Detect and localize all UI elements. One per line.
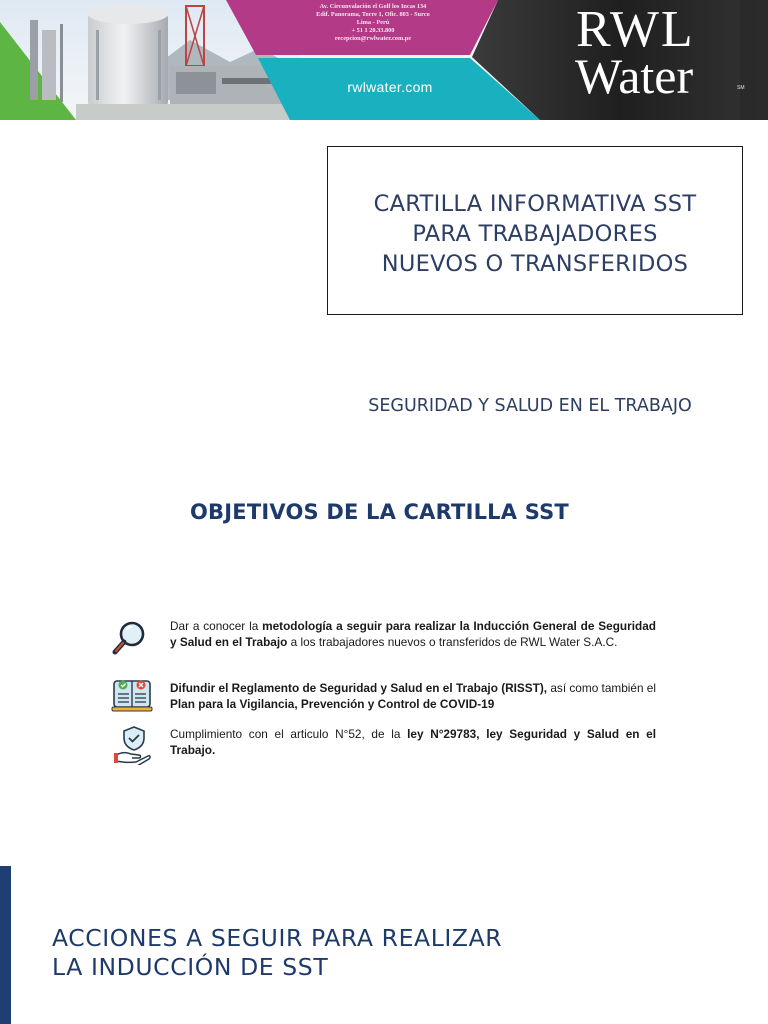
section-accent-bar [0, 866, 11, 1024]
objective-item [108, 681, 658, 717]
objective-text-part: a los trabajadores nuevos o transferidos de RWL Water S.A.C. [287, 634, 618, 649]
objective-text [170, 681, 656, 712]
logo-service-mark: SM [737, 85, 745, 91]
document-subtitle: SEGURIDAD Y SALUD EN EL TRABAJO [368, 396, 692, 416]
logo-text-rwl: RWL [576, 1, 695, 58]
actions-heading-line: ACCIONES A SEGUIR PARA REALIZAR [52, 924, 503, 952]
checklist-book-icon [110, 675, 154, 715]
objective-item [108, 727, 658, 763]
actions-heading [52, 924, 502, 982]
hand-shield-icon [114, 725, 158, 765]
contact-line: Edif. Panorama, Torre 1, Ofic. 803 - Surco [316, 11, 430, 18]
document-title-box [327, 146, 743, 315]
contact-line: + 51 1 20.33.800 [351, 27, 395, 34]
objective-text-part: así como también el [547, 681, 656, 695]
contact-line: Lima - Perú [356, 19, 390, 26]
objective-text-bold: ley N°29783, ley Seguridad y Salud en el Trabajo. [170, 727, 657, 757]
objective-text-bold: metodología a seguir para realizar la Inducción General de Seguridad y Salud en el Trabajo [170, 619, 656, 649]
logo-text-water: Water [575, 48, 694, 104]
magnifier-icon [108, 619, 152, 659]
actions-heading-line: LA INDUCCIÓN DE SST [52, 953, 329, 981]
objectives-heading: OBJETIVOS DE LA CARTILLA SST [190, 500, 569, 524]
objective-item [108, 619, 658, 667]
document-title-line: CARTILLA INFORMATIVA SST [373, 190, 697, 217]
header-banner [0, 0, 768, 120]
document-title-line: NUEVOS O TRANSFERIDOS [381, 250, 689, 277]
objective-text [170, 727, 656, 758]
website-label: rwlwater.com [347, 79, 433, 95]
objective-text [170, 619, 656, 650]
banner-contact-info [268, 3, 478, 43]
objective-text-bold: Difundir el Reglamento de Seguridad y Salud en el Trabajo (RISST), [170, 681, 548, 695]
contact-line: recepcion@rwlwater.com.pe [334, 35, 412, 42]
document-title-line: PARA TRABAJADORES [412, 220, 658, 247]
objective-text-part: Cumplimiento con el articulo N°52, de la [170, 727, 408, 741]
contact-line: Av. Circunvalación el Golf los Incas 134 [319, 3, 427, 10]
objective-text-bold: Plan para la Vigilancia, Prevención y Control de COVID-19 [170, 696, 495, 711]
rwl-water-logo [572, 0, 752, 110]
objective-text-part: Dar a conocer la [170, 619, 263, 633]
